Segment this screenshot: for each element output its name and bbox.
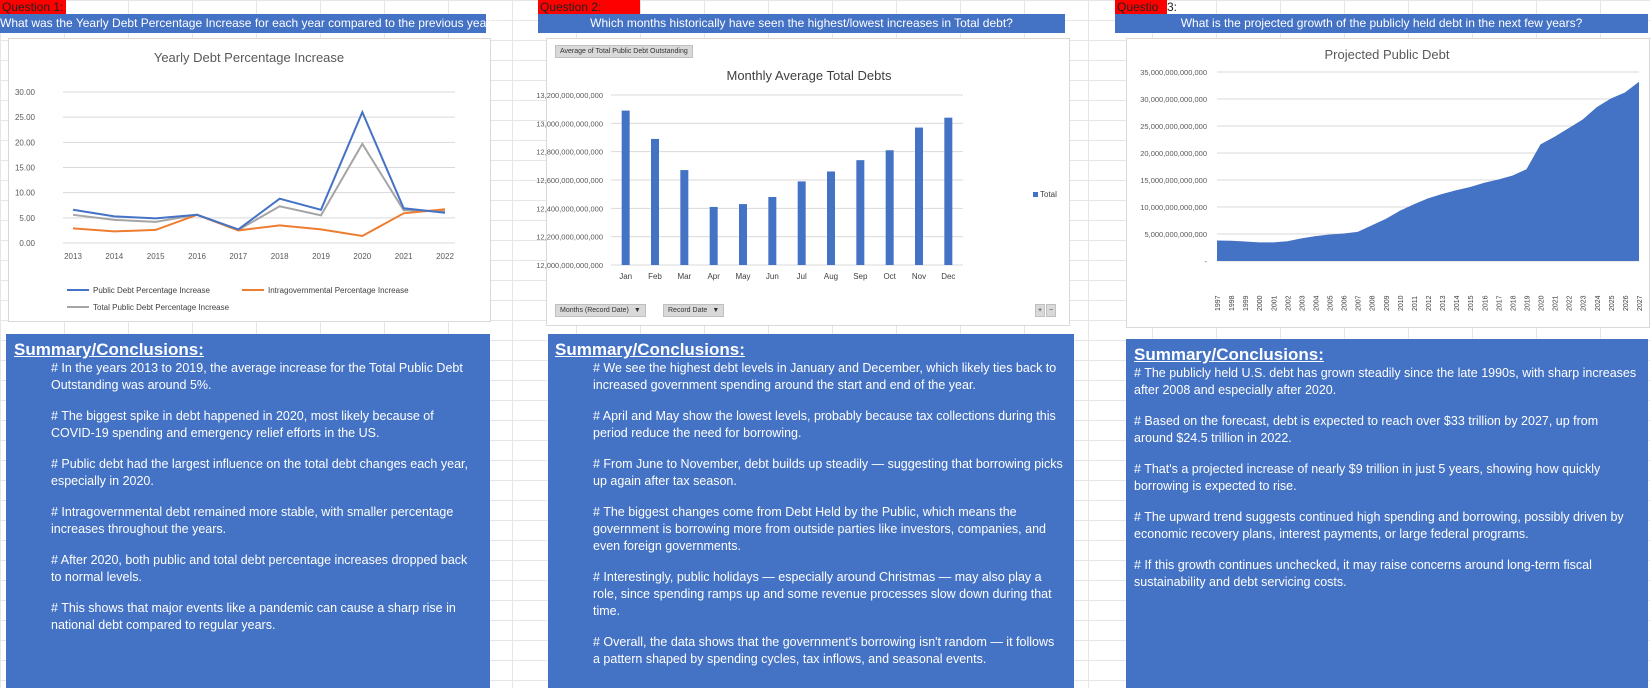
summary-point: # Interestingly, public holidays — especially around Christmas — may also play a role, since spending ramps up and some revenue processes slow down during that time. xyxy=(593,570,1052,618)
bar[interactable] xyxy=(680,170,688,265)
summary-list xyxy=(14,360,480,634)
x-tick-label: Mar xyxy=(677,272,692,281)
x-tick-label: 2019 xyxy=(1524,295,1532,311)
x-tick-label: 2008 xyxy=(1369,295,1377,311)
x-tick-label: 2019 xyxy=(312,252,330,261)
y-tick-label: 15.00 xyxy=(14,163,35,173)
x-tick-label: Feb xyxy=(648,272,662,281)
x-tick-label: Jun xyxy=(765,272,779,281)
question-2-header[interactable]: Which months historically have seen the highest/lowest increases in Total debt? xyxy=(538,14,1065,33)
bar[interactable] xyxy=(739,204,747,265)
legend-intragovernmental: Intragovernmental Percentage Increase xyxy=(268,286,409,295)
x-tick-label: 2005 xyxy=(1327,295,1335,311)
collapse-button[interactable]: − xyxy=(1046,304,1056,317)
x-tick-label: 2022 xyxy=(1566,295,1574,311)
filter-record-date[interactable] xyxy=(663,304,724,317)
x-tick-label: 2020 xyxy=(1538,295,1546,311)
y-tick-label: 12,000,000,000,000 xyxy=(536,261,603,270)
series-line-0 xyxy=(73,112,445,229)
question-3-tag[interactable]: Questio xyxy=(1115,0,1167,14)
x-tick-label: 2012 xyxy=(1426,295,1433,311)
x-tick-label: 2021 xyxy=(1552,295,1560,311)
x-tick-label: 2013 xyxy=(1440,295,1448,311)
summary-point: # The upward trend suggests continued high spending and borrowing, possibly driven by economic recovery plans, interest payments, or large federal programs. xyxy=(1134,510,1624,541)
summary-title: Summary/Conclusions: xyxy=(555,340,745,359)
summary-point: # The biggest spike in debt happened in 2020, most likely because of COVID-19 spending and emergency relief efforts in the US. xyxy=(51,409,434,440)
y-tick-label: 25,000,000,000,000 xyxy=(1140,122,1207,131)
y-tick-label: 10.00 xyxy=(14,188,35,198)
summary-point: # The publicly held U.S. debt has grown steadily since the late 1990s, with sharp increases after 2008 and especially after 2020. xyxy=(1134,366,1637,397)
x-tick-label: Apr xyxy=(707,272,720,281)
bar[interactable] xyxy=(768,197,776,265)
filter-months-record-date[interactable] xyxy=(555,304,646,317)
x-tick-label: 2026 xyxy=(1622,295,1630,311)
x-tick-label: 2023 xyxy=(1580,295,1588,311)
legend-total: Total Public Debt Percentage Increase xyxy=(93,303,230,312)
x-tick-label: 2022 xyxy=(436,252,454,261)
y-tick-label: 0.00 xyxy=(19,239,35,248)
x-tick-label: 2015 xyxy=(1468,295,1476,311)
dropdown-arrow-icon: ▼ xyxy=(633,307,641,314)
x-tick-label: 2011 xyxy=(1411,295,1419,311)
y-tick-label: 12,400,000,000,000 xyxy=(536,204,603,214)
y-tick-label: 15,000,000,000,000 xyxy=(1140,176,1207,185)
x-tick-label: 2018 xyxy=(270,252,289,261)
summary-box-q1 xyxy=(6,334,490,688)
summary-point: # We see the highest debt levels in January and December, which likely ties back to increased government spending around the start and end of the year. xyxy=(593,361,1057,392)
x-tick-label: 2001 xyxy=(1271,295,1279,311)
x-tick-label: Jul xyxy=(796,272,807,281)
summary-title: Summary/Conclusions: xyxy=(1134,345,1324,364)
projected-debt-chart-panel[interactable] xyxy=(1126,38,1650,328)
bar[interactable] xyxy=(856,160,864,265)
monthly-debt-bar-chart xyxy=(536,39,1069,325)
summary-box-q3 xyxy=(1126,339,1648,688)
y-tick-label: 5.00 xyxy=(19,213,35,223)
y-tick-label: 13,000,000,000,000 xyxy=(536,119,603,129)
y-tick-label: 20.00 xyxy=(14,138,35,148)
x-tick-label: 2021 xyxy=(394,252,413,261)
x-tick-label: 2016 xyxy=(1482,295,1490,311)
x-tick-label: Sep xyxy=(853,272,868,281)
summary-point: # In the years 2013 to 2019, the average increase for the Total Public Debt Outstanding was around 5%. xyxy=(51,361,463,392)
x-tick-label: 1997 xyxy=(1215,295,1222,311)
bar[interactable] xyxy=(827,172,835,266)
yearly-debt-line-chart xyxy=(9,39,490,321)
x-tick-label: 2024 xyxy=(1594,295,1602,311)
question-1-header[interactable]: What was the Yearly Debt Percentage Increase for each year compared to the previous year? xyxy=(0,14,486,33)
x-tick-label: Dec xyxy=(941,272,956,281)
y-tick-label: 20,000,000,000,000 xyxy=(1140,149,1207,158)
x-tick-label: Oct xyxy=(883,272,896,281)
chart-title: Projected Public Debt xyxy=(1324,47,1450,62)
bar[interactable] xyxy=(915,128,923,265)
x-tick-label: May xyxy=(735,272,751,281)
x-tick-label: 2003 xyxy=(1299,295,1307,311)
summary-point: # After 2020, both public and total debt percentage increases dropped back to normal levels. xyxy=(51,553,468,584)
x-tick-label: 2006 xyxy=(1341,295,1349,311)
y-tick-label: 10,000,000,000,000 xyxy=(1140,203,1207,212)
question-3-header[interactable]: What is the projected growth of the publicly held debt in the next few years? xyxy=(1115,14,1648,33)
question-3-tag-number[interactable]: 3: xyxy=(1167,0,1178,14)
bar[interactable] xyxy=(798,181,806,265)
bar[interactable] xyxy=(622,111,630,265)
x-tick-label: 2013 xyxy=(64,252,82,261)
chart-title: Yearly Debt Percentage Increase xyxy=(153,50,345,65)
x-tick-label: 2007 xyxy=(1355,295,1363,311)
summary-point: # Public debt had the largest influence on the total debt changes each year, especially in 2020. xyxy=(51,457,468,488)
x-tick-label: 2014 xyxy=(1454,295,1462,311)
x-tick-label: 2014 xyxy=(105,252,124,261)
x-tick-label: 2000 xyxy=(1257,295,1265,311)
legend-swatch-total xyxy=(1033,192,1038,197)
x-tick-label: 1999 xyxy=(1243,295,1251,311)
summary-point: # April and May show the lowest levels, probably because tax collections during this period reduce the need for borrowing. xyxy=(593,409,1056,440)
legend-public: Public Debt Percentage Increase xyxy=(93,286,210,295)
bar[interactable] xyxy=(886,150,894,265)
field-button-average[interactable]: Average of Total Public Debt Outstanding xyxy=(555,45,693,58)
y-tick-label: 35,000,000,000,000 xyxy=(1140,68,1207,77)
bar[interactable] xyxy=(944,118,952,265)
summary-point: # Intragovernmental debt remained more stable, with smaller percentage increases throughout the years. xyxy=(51,505,454,536)
y-tick-label: - xyxy=(1204,257,1207,266)
bar[interactable] xyxy=(710,207,718,265)
y-tick-label: 30.00 xyxy=(14,88,35,97)
x-tick-label: 2010 xyxy=(1397,295,1405,311)
summary-point: # Overall, the data shows that the government's borrowing isn't random — it follows a pattern shaped by spending cycles, tax inflows, and seasonal events. xyxy=(593,635,1055,666)
y-tick-label: 5,000,000,000,000 xyxy=(1144,230,1207,239)
projected-debt-area-chart xyxy=(1127,39,1649,327)
x-tick-label: 2018 xyxy=(1510,295,1518,311)
x-tick-label: 2002 xyxy=(1285,295,1293,311)
x-tick-label: Aug xyxy=(823,272,839,281)
x-tick-label: 2004 xyxy=(1313,295,1321,311)
y-tick-label: 12,600,000,000,000 xyxy=(536,176,603,185)
x-tick-label: Nov xyxy=(911,272,927,281)
yearly-debt-chart-panel[interactable] xyxy=(8,38,491,322)
question-2-tag[interactable]: Question 2: xyxy=(538,0,640,14)
legend-total: Total xyxy=(1040,190,1057,199)
x-tick-label: 2009 xyxy=(1383,295,1391,311)
x-tick-label: Jan xyxy=(619,272,633,281)
summary-box-q2 xyxy=(548,334,1074,688)
dropdown-arrow-icon: ▼ xyxy=(712,307,720,314)
chart-title: Monthly Average Total Debts xyxy=(726,68,892,83)
monthly-debt-chart-panel[interactable] xyxy=(536,38,1070,326)
summary-point: # This shows that major events like a pandemic can cause a sharp rise in national debt compared to regular years. xyxy=(51,601,456,632)
summary-point: # The biggest changes come from Debt Held by the Public, which means the government is borrowing more from outside parties like investors, companies, and even foreign governments. xyxy=(593,505,1046,553)
filter-label: Record Date xyxy=(668,307,708,314)
expand-button[interactable]: + xyxy=(1035,304,1045,317)
x-tick-label: 2017 xyxy=(229,252,248,261)
summary-point: # From June to November, debt builds up steadily — suggesting that borrowing picks up again after tax season. xyxy=(593,457,1063,488)
x-tick-label: 2016 xyxy=(188,252,206,261)
x-tick-label: 2020 xyxy=(353,252,372,261)
summary-point: # If this growth continues unchecked, it may raise concerns around long-term fiscal sustainability and debt servicing costs. xyxy=(1134,558,1592,589)
y-tick-label: 30,000,000,000,000 xyxy=(1140,95,1207,104)
question-1-tag[interactable]: Question 1: xyxy=(0,0,66,14)
y-tick-label: 13,200,000,000,000 xyxy=(536,91,603,100)
y-tick-label: 12,200,000,000,000 xyxy=(536,232,603,242)
y-tick-label: 12,800,000,000,000 xyxy=(536,147,603,157)
x-tick-label: 2015 xyxy=(146,252,165,261)
summary-list xyxy=(555,360,1064,668)
x-tick-label: 1998 xyxy=(1229,295,1237,311)
summary-point: # Based on the forecast, debt is expected to reach over $33 trillion by 2027, up from around $24.5 trillion in 2022. xyxy=(1134,414,1599,445)
filter-label: Months (Record Date) xyxy=(560,307,629,314)
summary-point: # That's a projected increase of nearly $9 trillion in just 5 years, showing how quickly borrowing is expected to rise. xyxy=(1134,462,1601,493)
y-tick-label: 25.00 xyxy=(14,113,35,123)
x-tick-label: 2025 xyxy=(1608,295,1616,311)
x-tick-label: 2027 xyxy=(1637,295,1644,311)
x-tick-label: 2017 xyxy=(1496,295,1504,311)
bar[interactable] xyxy=(651,139,659,265)
summary-title: Summary/Conclusions: xyxy=(14,340,204,359)
